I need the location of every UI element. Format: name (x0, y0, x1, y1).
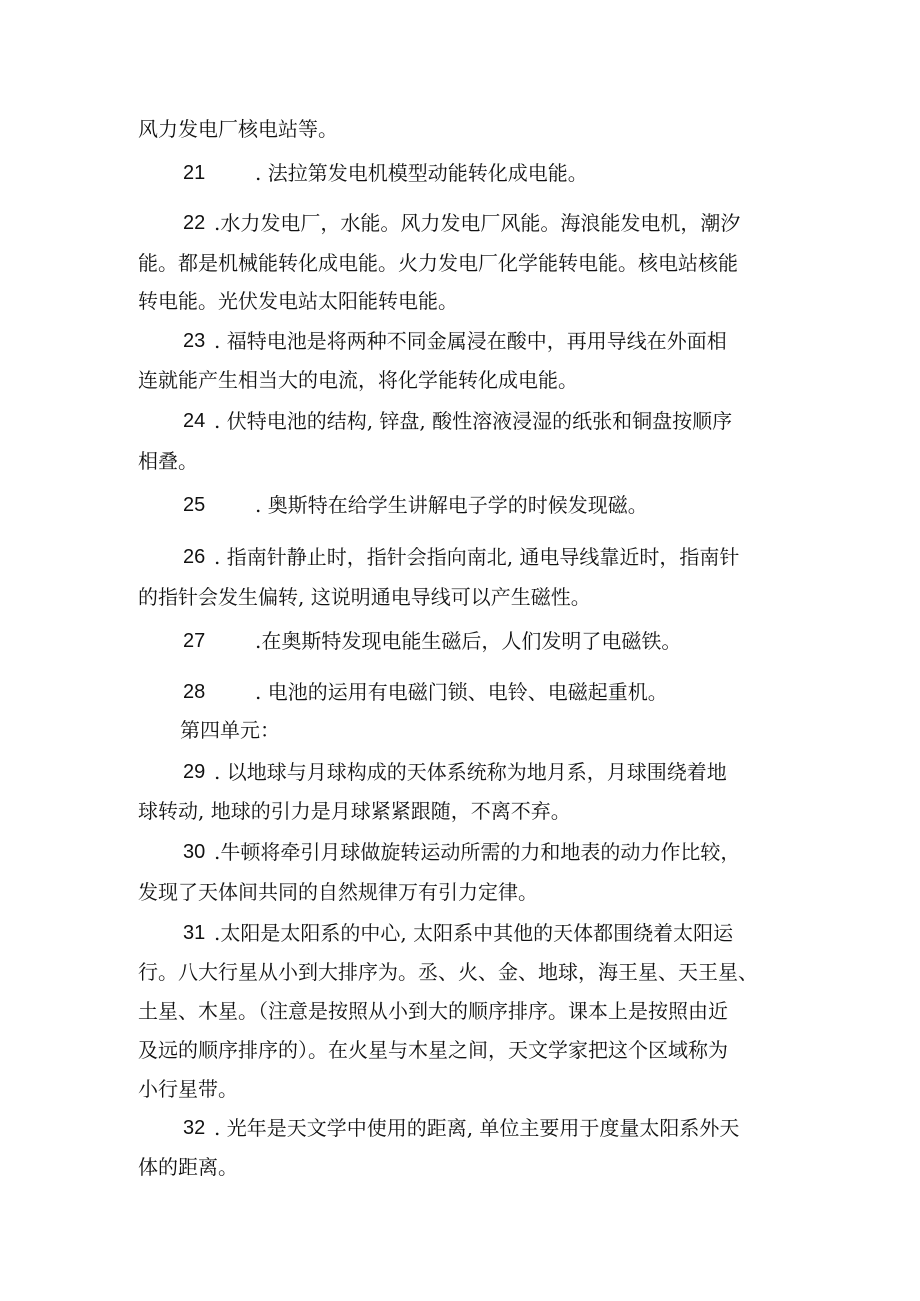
item-number: 27 (183, 630, 206, 652)
text-line: 相叠。 (138, 449, 198, 473)
item-number: 26 (183, 546, 206, 568)
text-line: 的指针会发生偏转, 这说明通电导线可以产生磁性。 (138, 585, 591, 609)
text-line: 风力发电厂核电站等。 (138, 117, 338, 141)
item-text: .牛顿将牵引月球做旋转运动所需的力和地表的动力作比较， (214, 840, 741, 864)
item-number: 25 (183, 494, 206, 516)
text-line: 体的距离。 (138, 1155, 238, 1179)
text-line: 球转动, 地球的引力是月球紧紧跟随，不离不弃。 (138, 799, 571, 823)
text-line: 转电能。光伏发电站太阳能转电能。 (138, 289, 458, 313)
text-line: 及远的顺序排序的）。在火星与木星之间，天文学家把这个区域称为 (138, 1038, 728, 1062)
item-text: . 以地球与月球构成的天体系统称为地月系，月球围绕着地 (214, 760, 727, 784)
text-line: 小行星带。 (138, 1077, 238, 1101)
item-number: 28 (183, 681, 206, 703)
item-text: . 法拉第发电机模型动能转化成电能。 (255, 161, 588, 185)
item-text: . 福特电池是将两种不同金属浸在酸中，再用导线在外面相 (214, 329, 727, 353)
item-text: . 电池的运用有电磁门锁、电铃、电磁起重机。 (255, 680, 668, 704)
item-number: 22 (183, 212, 206, 234)
item-text: .水力发电厂，水能。风力发电厂风能。海浪能发电机，潮汐 (214, 211, 741, 235)
item-text: . 光年是天文学中使用的距离, 单位主要用于度量太阳系外天 (214, 1116, 740, 1140)
item-text: . 伏特电池的结构, 锌盘, 酸性溶液浸湿的纸张和铜盘按顺序 (214, 409, 733, 433)
item-text: . 指南针静止时，指针会指向南北, 通电导线靠近时，指南针 (214, 545, 740, 569)
text-line: 发现了天体间共同的自然规律万有引力定律。 (138, 880, 538, 904)
item-text: . 奥斯特在给学生讲解电子学的时候发现磁。 (255, 493, 648, 517)
item-number: 21 (183, 162, 206, 184)
text-line: 连就能产生相当大的电流，将化学能转化成电能。 (138, 368, 578, 392)
item-text: .在奥斯特发现电能生磁后，人们发明了电磁铁。 (255, 629, 682, 653)
item-number: 30 (183, 841, 206, 863)
item-text: .太阳是太阳系的中心, 太阳系中其他的天体都围绕着太阳运 (214, 921, 734, 945)
text-line: 行。八大行星从小到大排序为。丞、火、金、地球，海王星、天王星、 (138, 960, 758, 984)
text-line: 能。都是机械能转化成电能。火力发电厂化学能转电能。核电站核能 (138, 251, 738, 275)
text-line: 土星、木星。（注意是按照从小到大的顺序排序。课本上是按照由近 (138, 999, 728, 1023)
item-number: 31 (183, 922, 206, 944)
item-number: 23 (183, 330, 206, 352)
item-number: 24 (183, 410, 206, 432)
section-heading: 第四单元： (180, 718, 280, 742)
item-number: 32 (183, 1117, 206, 1139)
item-number: 29 (183, 761, 206, 783)
